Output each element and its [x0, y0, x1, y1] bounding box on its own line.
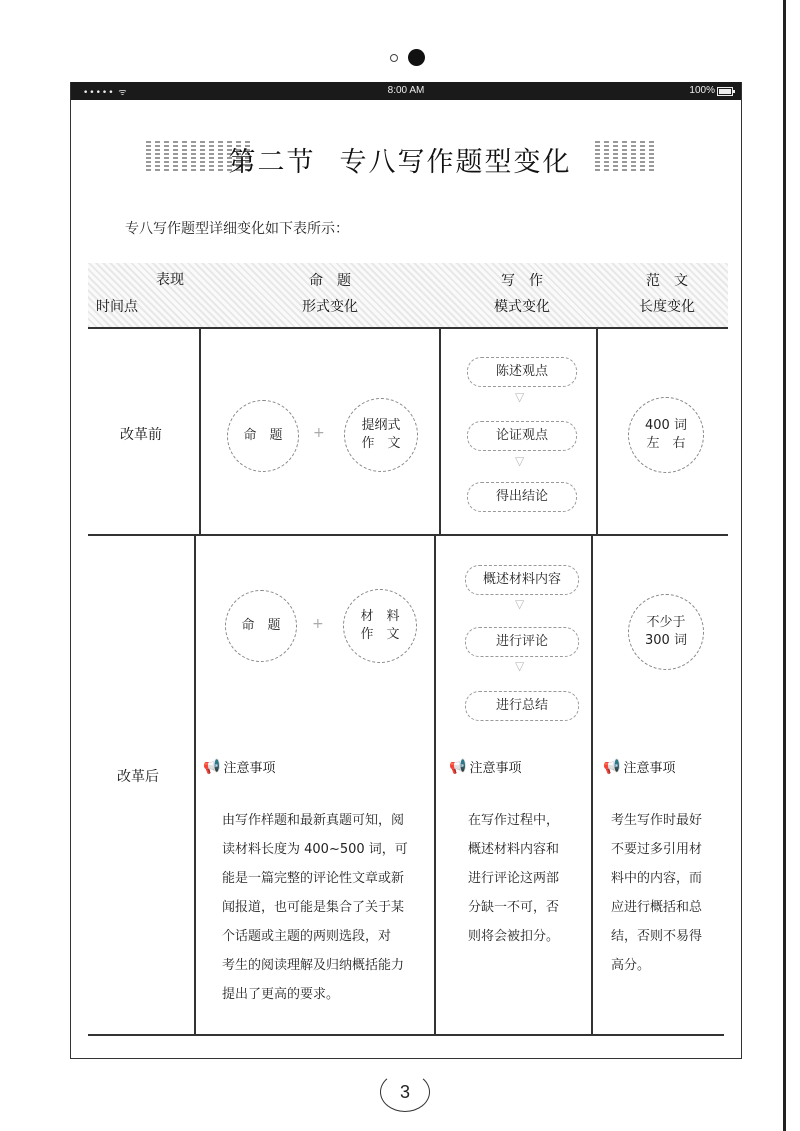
plus-icon: +: [312, 616, 324, 632]
note-heading: 📢 注意事项: [603, 758, 676, 776]
note-heading: 📢 注意事项: [203, 758, 276, 776]
page-number: 3: [380, 1072, 430, 1112]
plus-icon: +: [313, 425, 325, 441]
status-time: 8:00 AM: [387, 85, 425, 96]
grid-line: [591, 535, 593, 1035]
grid-line: [434, 535, 436, 1035]
form-node-material-essay: 材 料 作 文: [343, 589, 417, 663]
grid-line: [596, 327, 598, 535]
form-node-outline-essay: 提纲式 作 文: [344, 398, 418, 472]
column-header-mode: 写 作 模式变化: [494, 273, 550, 315]
arrow-down-icon: ▽: [515, 454, 525, 468]
page-edge-rule: [783, 0, 786, 1131]
arrow-down-icon: ▽: [515, 659, 525, 673]
length-node-after: 不少于 300 词: [628, 594, 704, 670]
top-small-dot: [390, 54, 398, 62]
arrow-down-icon: ▽: [515, 597, 525, 611]
battery-percent: 100%: [689, 85, 715, 96]
corner-top-label: 表现: [156, 272, 184, 288]
megaphone-icon: 📢: [203, 758, 221, 775]
grid-line: [199, 327, 201, 535]
grid-line: [439, 327, 441, 535]
section-title: 专八写作题型变化: [339, 147, 572, 178]
flow-step: 陈述观点: [467, 357, 577, 387]
row-label-after: 改革后: [117, 769, 159, 785]
form-node-proposition: 命 题: [227, 400, 299, 472]
column-header-form: 命 题 形式变化: [302, 273, 358, 315]
megaphone-icon: 📢: [449, 758, 467, 775]
row-divider: [88, 534, 728, 536]
status-bar: [71, 82, 741, 100]
length-node-before: 400 词 左 右: [628, 397, 704, 473]
section-number: 第二节: [228, 147, 316, 178]
battery-icon: [717, 87, 733, 96]
column-header-length: 范 文 长度变化: [639, 273, 695, 315]
top-camera-dot: [408, 49, 425, 66]
form-node-proposition: 命 题: [225, 590, 297, 662]
arrow-down-icon: ▽: [515, 390, 525, 404]
row-label-before: 改革前: [120, 427, 162, 443]
intro-text: 专八写作题型详细变化如下表所示：: [125, 221, 349, 237]
flow-step: 概述材料内容: [465, 565, 579, 595]
note-body-form: 由写作样题和最新真题可知，阅 读材料长度为 400~500 词，可 能是一篇完整的评论性文章或新 闻报道，也可能是集合了关于某 个话题或主题的两则选段，对 考生的阅读理解及归纳概括能力 提出了更高的要求。: [222, 813, 408, 1002]
megaphone-icon: 📢: [603, 758, 621, 775]
note-heading: 📢 注意事项: [449, 758, 522, 776]
corner-bottom-label: 时间点: [96, 299, 138, 315]
note-body-mode: 在写作过程中， 概述材料内容和 进行评论这两部 分缺一不可，否 则将会被扣分。: [468, 813, 560, 944]
flow-step: 论证观点: [467, 421, 577, 451]
signal-icon: ••••• ᯤ: [83, 88, 128, 98]
flow-step: 进行评论: [465, 627, 579, 657]
header-divider: [88, 327, 728, 329]
table-bottom-line: [88, 1034, 724, 1036]
page-title: [150, 140, 650, 179]
grid-line: [194, 535, 196, 1035]
flow-step: 得出结论: [467, 482, 577, 512]
note-body-length: 考生写作时最好 不要过多引用材 料中的内容，而 应进行概括和总 结，否则不易得 高分。: [611, 813, 703, 973]
flow-step: 进行总结: [465, 691, 579, 721]
